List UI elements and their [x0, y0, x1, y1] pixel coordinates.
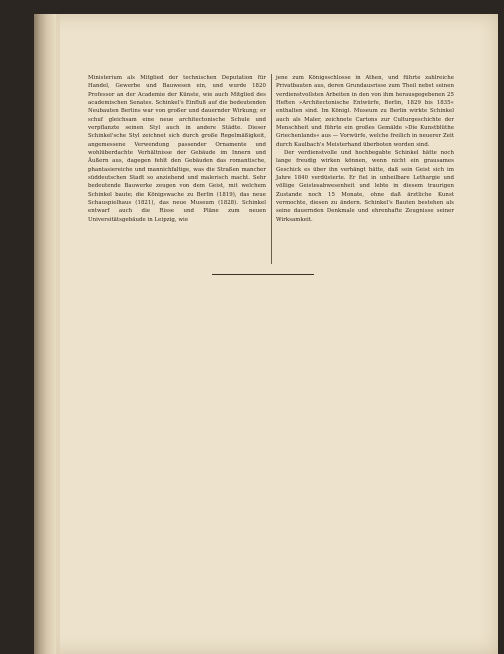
left-column — [88, 74, 266, 224]
book-binding-edge — [34, 14, 56, 654]
left-paragraph-1: Ministerium als Mitglied der technischen Deputation für Handel, Gewerbe und Bauwesen ein, und wurde 1820 Professor an der Academie der Künste, wie auch Mitglied des academischen Senates. Schinkel's Einfluß auf die bedeutenden Neubauten Berlins war von großer und dauernder Wirkung; er schuf gleichsam eine neue architectonische Schule und verpflanzte seinen Styl auch in andere Städte. Dieser Schinkel'sche Styl zeichnet sich durch große Regelmäßigkeit, angemessene Verwendung passender Ornamente und wohlüberdachte Verhältnisse der Gebäude im Innern und Äußern aus, dagegen fehlt den Gebäuden das romantische, phantasiereiche und mannichfaltige, was die Straßen mancher süddeutschen Stadt so anziehend und malerisch macht. Sehr bedeutende Bauwerke zeugen von dem Geist, mit welchem Schinkel baute; die Königswache zu Berlin (1819), das neue Schauspielhaus (1821), das neue Museum (1828). Schinkel entwarf auch die Risse und Pläne zum neuen Universitätsgebäude in Leipzig, wie — [88, 75, 266, 223]
right-paragraph-2: Der verdienstvolle und hochbegabte Schinkel hätte noch lange freudig wirken können, wenn nicht ein grausames Geschick es über ihn verhängt hätte, daß sein Geist sich im Jahre 1840 verdüsterte. Er fiel in unheilbare Lethargie und völlige Geistesabwesenheit und lebte in diesem traurigen Zustande noch 15 Monate, ohne daß ärztliche Kunst vermochte, diesen zu ändern. Schinkel's Bauten bestehen als seine dauernden Denkmale und ehrenhafte Zeugnisse seiner Wirksamkeit. — [276, 149, 454, 223]
page-stack-edge — [56, 14, 60, 654]
section-end-rule — [212, 274, 314, 275]
column-divider — [271, 74, 272, 264]
right-column — [276, 74, 454, 224]
right-paragraph-1: jene zum Königsschlosse in Athen, und führte zahlreiche Privatbauten aus, deren Grundausrisse zum Theil nebst seinen verdienstvollsten Arbeiten in den von ihm herausgegebenen 25 Heften »Architectonische Entwürfe, Berlin, 1829 bis 1835« enthalten sind. Im Königl. Museum zu Berlin wirkte Schinkel auch als Maler, zeichnete Cartons zur Culturgeschichte der Menschheit und führte ein großes Gemälde »Die Kunstblüthe Griechenlands« aus — Vorwürfe, welche freilich in neuerer Zeit durch Kaulbach's Meisterhand überboten worden sind. — [276, 75, 454, 148]
text-columns — [88, 74, 478, 274]
